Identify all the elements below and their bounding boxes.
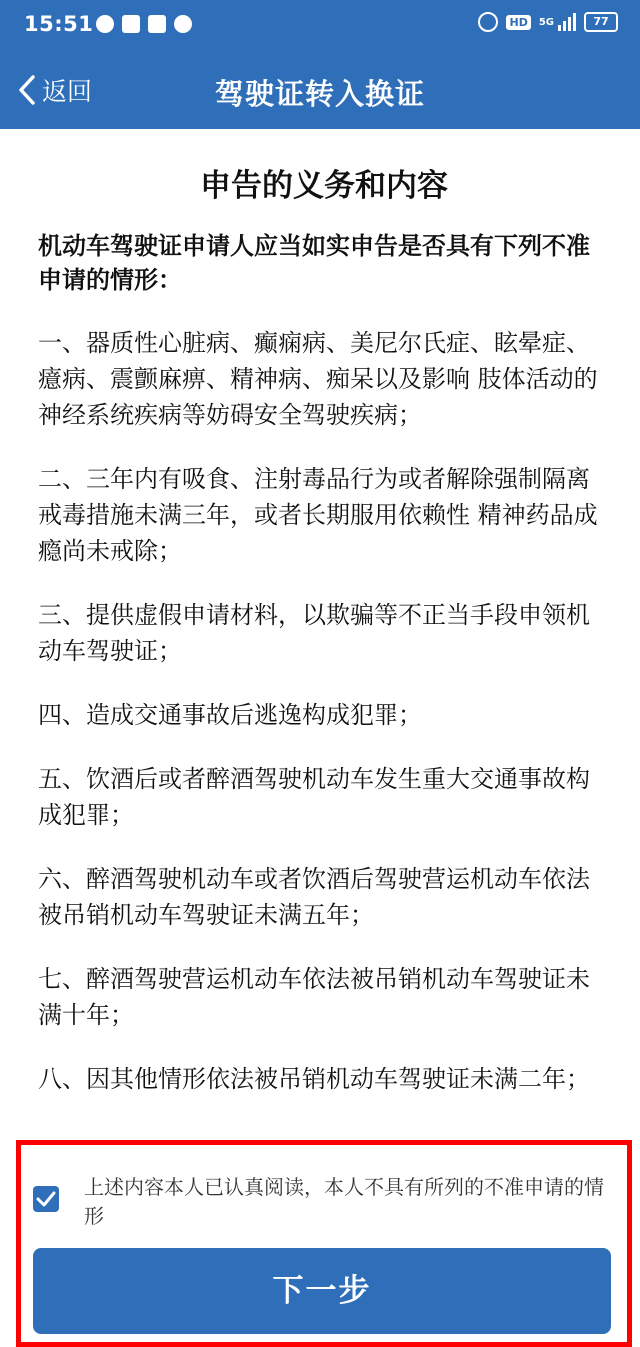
agreement-text[interactable]: 上述内容本人已认真阅读，本人不具有所列的不准申请的情形 <box>84 1175 604 1228</box>
clause-item: 一、器质性心脏病、癫痫病、美尼尔氏症、眩晕症、癔病、震颤麻痹、精神病、痴呆以及影响 肢体活动的神经系统疾病等妨碍安全驾驶疾病； <box>38 329 598 429</box>
battery-icon: 77 <box>584 12 618 32</box>
compass-notification-icon <box>174 15 192 33</box>
clause-item: 五、饮酒后或者醉酒驾驶机动车发生重大交通事故构成犯罪； <box>38 765 590 829</box>
signal-icon <box>558 13 576 31</box>
weibo-notification-icon <box>122 15 140 33</box>
clause-item: 八、因其他情形依法被吊销机动车驾驶证未满二年； <box>38 1065 590 1093</box>
intro-text: 机动车驾驶证申请人应当如实申告是否具有下列不准申请的情形： <box>38 232 590 294</box>
clause-item: 六、醉酒驾驶机动车或者饮酒后驾驶营运机动车依法被吊销机动车驾驶证未满五年； <box>38 865 590 929</box>
clause-item: 二、三年内有吸食、注射毒品行为或者解除强制隔离戒毒措施未满三年，或者长期服用依赖性 精神药品成瘾尚未戒除； <box>38 465 598 565</box>
back-button[interactable] <box>18 72 92 108</box>
network-type: 5G <box>538 16 554 28</box>
checkmark-icon <box>33 1186 59 1212</box>
clause-item: 三、提供虚假申请材料，以欺骗等不正当手段申领机动车驾驶证； <box>38 601 590 665</box>
status-time: 15:51 <box>24 12 94 36</box>
app-header <box>0 0 640 129</box>
alipay-notification-icon <box>148 15 166 33</box>
section-title: 申告的义务和内容 <box>200 168 448 204</box>
next-step-button[interactable]: 下一步 <box>33 1248 611 1334</box>
page-title: 驾驶证转入换证 <box>214 77 425 111</box>
back-label: 返回 <box>42 77 93 106</box>
status-indicators <box>478 12 618 32</box>
clause-item: 四、造成交通事故后逃逸构成犯罪； <box>38 701 422 729</box>
alarm-icon <box>478 12 498 32</box>
chat-notification-icon <box>96 15 114 33</box>
clause-item: 七、醉酒驾驶营运机动车依法被吊销机动车驾驶证未满十年； <box>38 965 590 1029</box>
hd-icon: HD <box>506 15 530 30</box>
status-bar <box>0 0 640 50</box>
notification-icons <box>96 15 192 33</box>
agree-checkbox[interactable] <box>33 1186 59 1212</box>
declaration-content <box>38 160 610 1125</box>
chevron-left-icon <box>18 74 36 106</box>
